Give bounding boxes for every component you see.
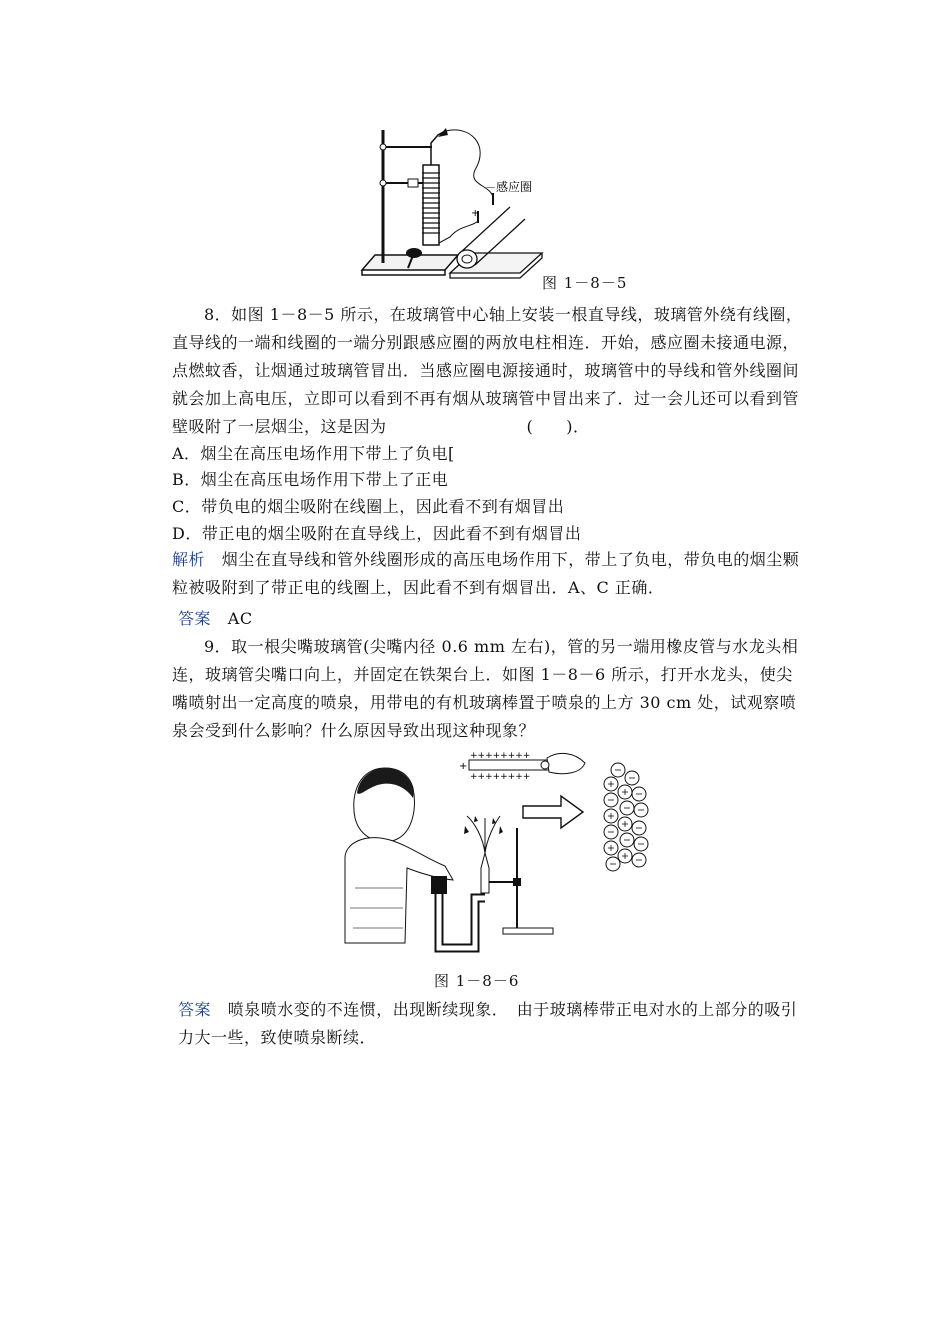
- figure-1-8-6: [335, 748, 665, 953]
- analysis-text: 烟尘在直导线和管外线圈形成的高压电场作用下，带上了负电，带负电的烟尘颗粒被吸附到了带正电的线圈上，因此看不到有烟冒出．A、C 正确．: [172, 550, 800, 597]
- figure-1-8-5: [350, 125, 550, 285]
- question-8-answer: [178, 606, 253, 629]
- answer-label-9: 答案: [178, 1000, 212, 1019]
- answer-text-9: 喷泉喷水变的不连惯，出现断续现象． 由于玻璃棒带正电对水的上部分的吸引力大一些，致使喷泉断续．: [178, 1000, 798, 1047]
- induction-coil-label: 感应圈: [496, 180, 533, 194]
- answer-label: 答案: [178, 609, 212, 628]
- figure-1-8-6-caption: 图 1－8－6: [434, 972, 520, 990]
- question-8-blank: ( )．: [526, 417, 590, 436]
- option-b: B．烟尘在高压电场作用下带上了正电: [172, 470, 449, 489]
- plus-terminal-label: +: [471, 208, 480, 219]
- minus-terminal-label: －: [485, 181, 496, 194]
- question-9-text: [172, 633, 808, 745]
- option-d: D．带正电的烟尘吸附在直导线上，因此看不到有烟冒出: [172, 524, 582, 543]
- rod-end-charge: +: [459, 761, 468, 772]
- rod-charges-top: ++++++++: [470, 751, 531, 761]
- rod-charges-bottom: ++++++++: [470, 772, 531, 782]
- question-9-stem: 9．取一根尖嘴玻璃管(尖嘴内径 0.6 mm 左右)，管的另一端用橡皮管与水龙头相连，玻璃管尖嘴口向上，并固定在铁架台上．如图 1－8－6 所示，打开水龙头，使尖嘴喷射出一定高度的喷泉，用带电的有机玻璃棒置于喷泉的上方 30 cm 处，试观察喷泉会受到什么影响？什么原因导致出现这种现象？: [172, 637, 799, 740]
- question-8-analysis: [172, 546, 808, 602]
- question-8-stem: 8．如图 1－8－5 所示，在玻璃管中心轴上安装一根直导线，玻璃管外绕有线圈，直导线的一端和线圈的一端分别跟感应圈的两放电柱相连．开始，感应圈未接通电源，点燃蚊香，让烟通过玻璃管冒出．当感应圈电源接通时，玻璃管中的导线和管外线圈间就会加上高电压，立即可以看到不再有烟从玻璃管中冒出来了．过一会儿还可以看到管壁吸附了一层烟尘，这是因为: [172, 305, 803, 436]
- answer-text: AC: [227, 609, 253, 628]
- option-c: C．带负电的烟尘吸附在线圈上，因此看不到有烟冒出: [172, 497, 565, 516]
- option-a: A．烟尘在高压电场作用下带上了负电[: [172, 444, 455, 463]
- analysis-label: 解析: [172, 550, 206, 569]
- question-8-text: [172, 301, 808, 441]
- question-9-answer: [178, 996, 808, 1052]
- figure-1-8-5-caption: 图 1－8－5: [542, 274, 628, 292]
